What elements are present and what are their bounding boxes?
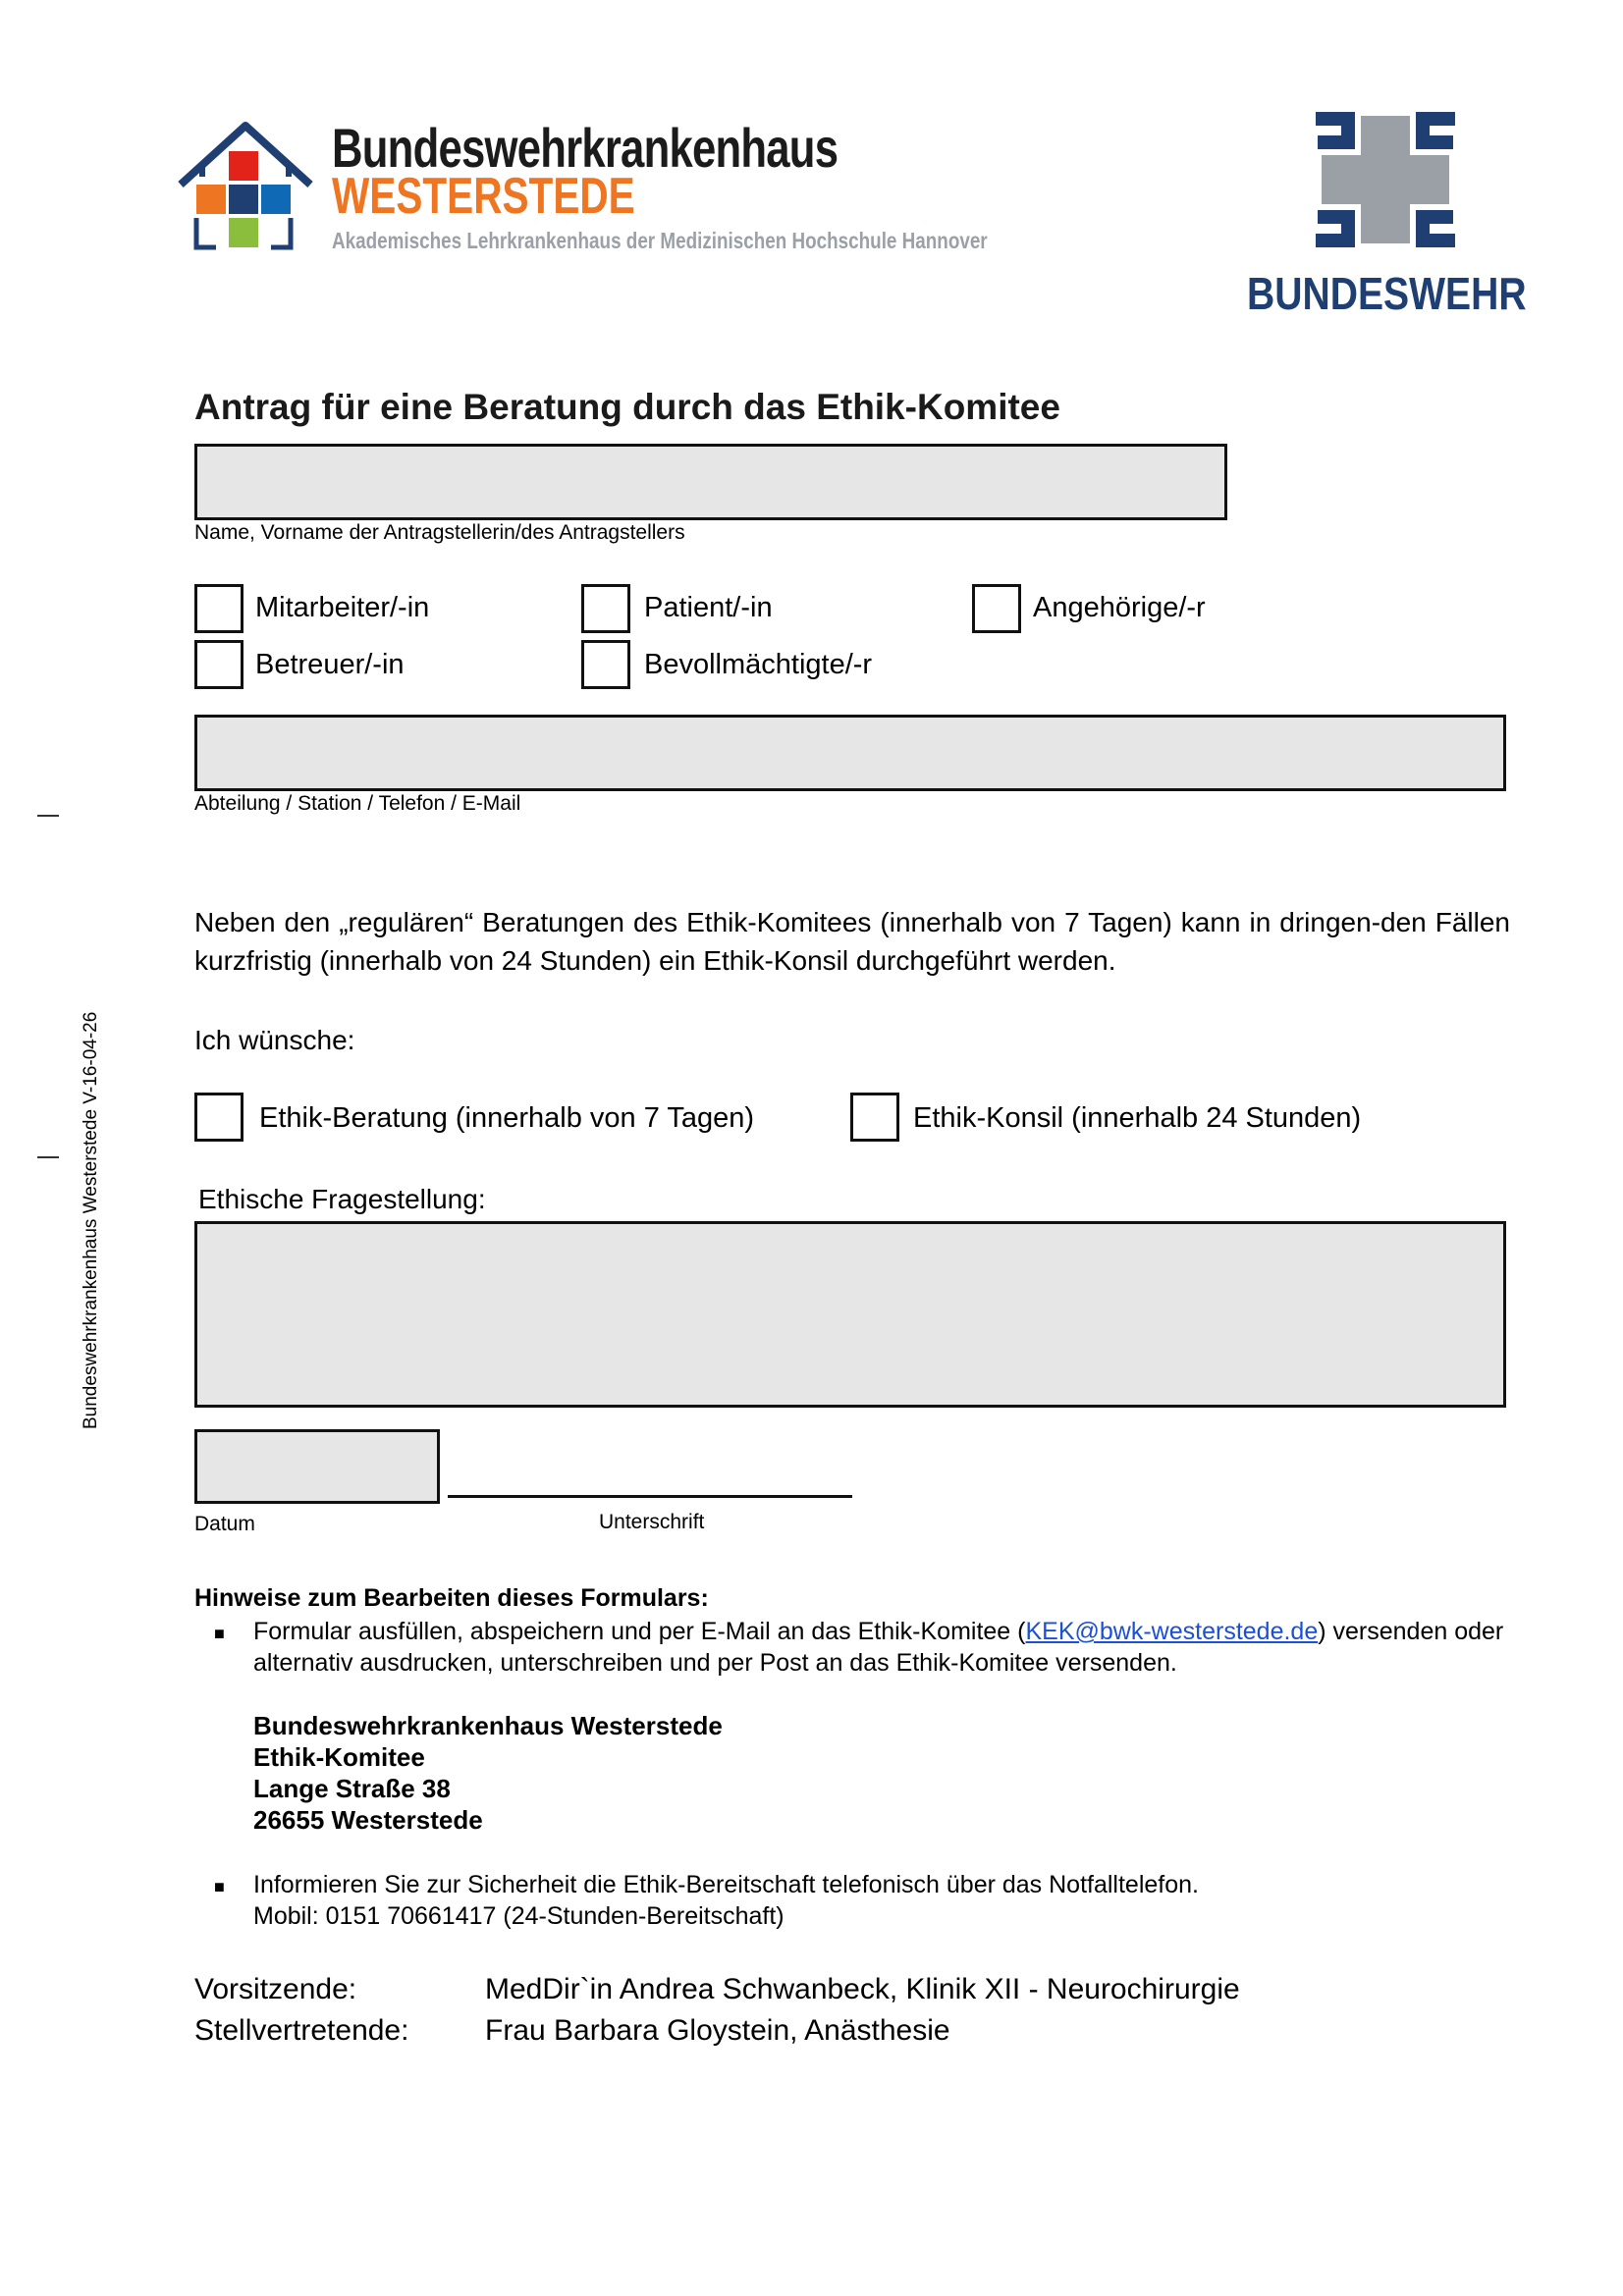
label-ethik-konsil: Ethik-Konsil (innerhalb 24 Stunden) (913, 1102, 1362, 1134)
label-bevollmaechtigte: Bevollmächtigte/-r (644, 649, 873, 680)
intro-text: Neben den „regulären“ Beratungen des Ethik-Komitees (innerhalb von 7 Tagen) kann in dringen-den Fällen kurzfristig (innerhalb von 24 Stunden) ein Ethik-Konsil durchgeführt werden. (194, 907, 1510, 976)
checkbox-ethik-beratung[interactable] (194, 1093, 243, 1142)
email-link[interactable]: KEK@bwk-westerstede.de (1025, 1618, 1319, 1645)
house-logo-icon (177, 116, 314, 253)
postal-address (253, 1710, 723, 1836)
hospital-location: WESTERSTEDE (332, 168, 635, 225)
label-betreuer: Betreuer/-in (255, 649, 405, 680)
checkbox-ethik-konsil[interactable] (850, 1093, 899, 1142)
label-patient: Patient/-in (644, 592, 773, 623)
chair-label: Vorsitzende: (194, 1973, 357, 2005)
contact-caption: Abteilung / Station / Telefon / E-Mail (194, 792, 521, 815)
bullet-icon: ■ (214, 1624, 225, 1643)
address-line-2: Ethik-Komitee (253, 1742, 425, 1772)
bundeswehr-wordmark: BUNDESWEHR (1247, 268, 1527, 319)
iron-cross-icon (1316, 110, 1455, 249)
notes-heading: Hinweise zum Bearbeiten dieses Formulars: (194, 1584, 709, 1612)
checkbox-bevollmaechtigte[interactable] (581, 640, 630, 689)
hospital-logo (177, 116, 988, 263)
document-version: Bundeswehrkrankenhaus Westerstede V-16-04-26 (81, 1011, 101, 1429)
note-2 (253, 1869, 1510, 1932)
note-1 (253, 1616, 1510, 1679)
fold-mark-top (37, 815, 59, 817)
deputy-value: Frau Barbara Gloystein, Anästhesie (485, 2014, 950, 2047)
chair-value: MedDir`in Andrea Schwanbeck, Klinik XII - Neurochirurgie (485, 1973, 1240, 2005)
hospital-name: Bundeswehrkrankenhaus (332, 117, 839, 179)
signature-line[interactable] (448, 1495, 852, 1498)
bundeswehr-logo (1247, 110, 1542, 319)
signature-caption: Unterschrift (599, 1511, 705, 1533)
question-field[interactable] (194, 1221, 1506, 1408)
note-2-line-2: Mobil: 0151 70661417 (24-Stunden-Bereitschaft) (253, 1902, 784, 1930)
hospital-tagline: Akademisches Lehrkrankenhaus der Medizinischen Hochschule Hannover (332, 228, 988, 253)
checkbox-betreuer[interactable] (194, 640, 243, 689)
checkbox-patient[interactable] (581, 584, 630, 633)
wish-label: Ich wünsche: (194, 1025, 355, 1055)
address-line-4: 26655 Westerstede (253, 1805, 483, 1835)
fold-mark-bottom (37, 1156, 59, 1158)
date-field[interactable] (194, 1429, 440, 1504)
note-1-text-b: ) versenden oder alternativ ausdrucken, unterschreiben und per Post an das Ethik-Komitee versenden. (253, 1618, 1504, 1677)
bullet-icon: ■ (214, 1877, 225, 1896)
note-2-line-1: Informieren Sie zur Sicherheit die Ethik-Bereitschaft telefonisch über das Notfalltelefon. (253, 1871, 1199, 1898)
label-mitarbeiter: Mitarbeiter/-in (255, 592, 430, 623)
contact-field[interactable] (194, 715, 1506, 791)
address-line-1: Bundeswehrkrankenhaus Westerstede (253, 1711, 723, 1740)
address-line-3: Lange Straße 38 (253, 1774, 451, 1803)
name-caption: Name, Vorname der Antragstellerin/des Antragstellers (194, 521, 685, 544)
question-label: Ethische Fragestellung: (198, 1184, 486, 1214)
label-ethik-beratung: Ethik-Beratung (innerhalb von 7 Tagen) (259, 1102, 755, 1134)
note-1-text-a: Formular ausfüllen, abspeichern und per E-Mail an das Ethik-Komitee ( (253, 1618, 1026, 1645)
label-angehoerige: Angehörige/-r (1033, 592, 1206, 623)
checkbox-angehoerige[interactable] (972, 584, 1021, 633)
date-caption: Datum (194, 1513, 255, 1535)
name-field[interactable] (194, 444, 1227, 520)
form-title: Antrag für eine Beratung durch das Ethik-Komitee (194, 387, 1060, 427)
deputy-label: Stellvertretende: (194, 2014, 409, 2047)
checkbox-mitarbeiter[interactable] (194, 584, 243, 633)
